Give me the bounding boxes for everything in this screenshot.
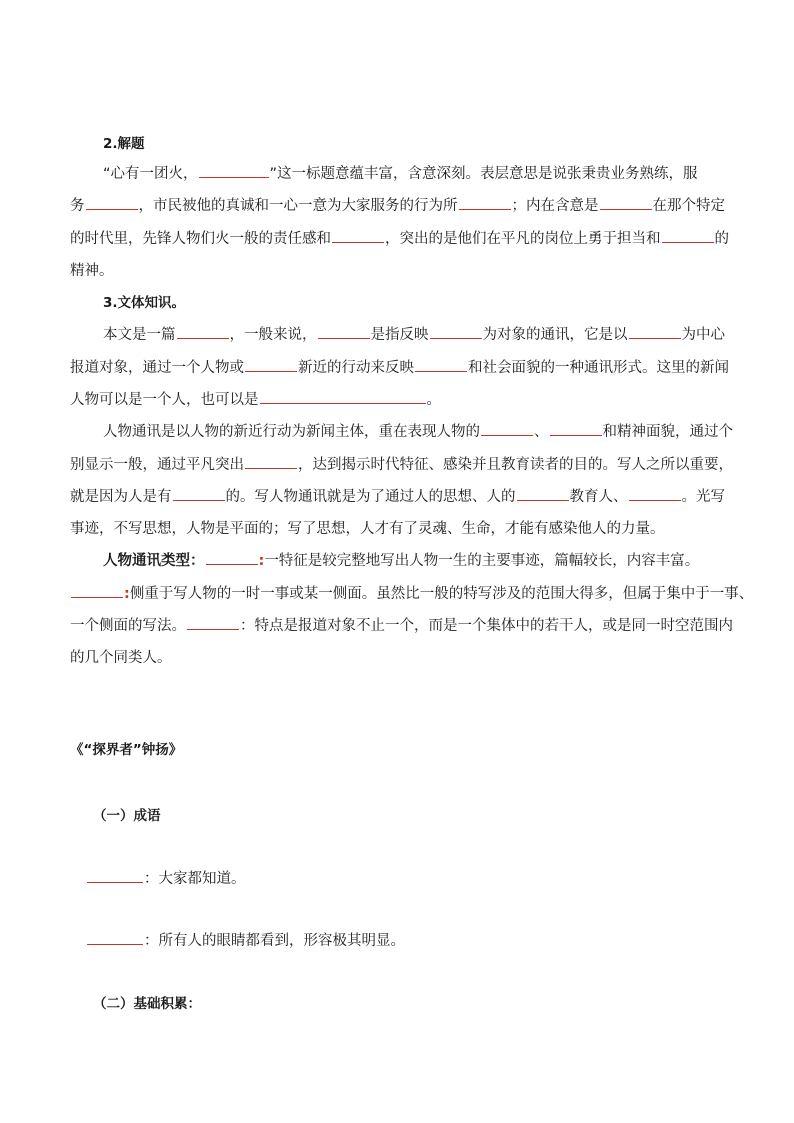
text: 务 [70,198,85,214]
paragraph-line: 的几个同类人。 [70,650,172,666]
paragraph-line [103,422,763,442]
text: 就是因为人是有 [70,489,172,505]
fill-blank[interactable] [481,422,533,436]
types-label: 人物通讯类型： [103,553,205,569]
text: 人物可以是一个人，也可以是 [70,392,259,408]
fill-blank[interactable] [245,455,297,469]
fill-blank[interactable] [318,325,370,339]
fill-blank[interactable] [173,487,225,501]
text: 报道对象，通过一个人物或 [70,360,244,376]
fill-blank[interactable] [177,325,229,339]
paragraph-line [70,358,730,378]
fill-blank[interactable] [430,325,482,339]
text: ，市民被他的真诚和一心一意为大家服务的行为所 [138,198,458,214]
idiom-line [86,931,746,951]
text: 一特征是较完整地写出人物一生的主要事迹，篇幅较长，内容丰富。 [264,553,700,569]
text: ；内在含意是 [511,198,599,214]
paragraph-line: 事迹，不写思想，人物是平面的；写了思想，人才有了灵魂、生命，才能有感染他人的力量。 [70,521,665,537]
text: 和社会面貌的一种通讯形式。这里的新闻 [468,360,729,376]
text: ：大家都知道。 [144,871,246,887]
paragraph-line [70,455,733,475]
text: 人物通讯是以人物的新近行动为新闻主体，重在表现人物的 [103,424,480,440]
paragraph-line: 精神。 [70,263,114,279]
text: 为对象的通讯，它是以 [482,327,628,343]
paragraph-line [70,196,730,216]
paragraph-line [103,551,763,571]
subsection-title: （二）基础积累： [93,996,201,1012]
fill-blank[interactable] [600,196,652,210]
text: ，一般来说， [229,327,317,343]
text: ：特点是报道对象不止一个，而是一个集体中的若干人，或是同一时空范围内 [240,618,733,634]
paragraph-line [103,164,763,184]
colon: : [258,553,265,569]
text: 别显示一般，通过平凡突出 [70,457,244,473]
fill-blank[interactable] [187,616,239,630]
fill-blank[interactable] [332,229,384,243]
fill-blank[interactable] [87,869,143,883]
colon: : [124,586,130,602]
text: 的。写人物通讯就是为了通过人的思想、人的 [225,489,516,505]
paragraph-line [70,487,730,507]
text: ，突出的是他们在平凡的岗位上勇于担当和 [385,231,661,247]
fill-blank[interactable] [206,551,258,565]
text: 教育人、 [569,489,628,505]
text: 在那个特定 [652,198,725,214]
fill-blank[interactable] [629,487,681,501]
text: 和精神面貌，通过个 [602,424,733,440]
fill-blank[interactable] [517,487,569,501]
text: 本文是一篇 [103,327,176,343]
fill-blank[interactable] [459,196,511,210]
text: 的 [714,231,729,247]
fill-blank[interactable] [415,358,467,372]
text: 侧重于写人物的一时一事或某一侧面。虽然比一般的特写涉及的范围大得多，但属于集中于一事、 [129,586,754,602]
fill-blank[interactable] [86,196,138,210]
paragraph-line [70,390,730,410]
text: ”这一标题意蕴丰富，含意深刻。表层意思是说张秉贵业务熟练，服 [269,166,698,182]
text: ，达到揭示时代特征、感染并且教育读者的目的。写人之所以重要， [298,457,733,473]
section-2-title: 2.解题 [103,136,145,152]
text: 为中心 [681,327,725,343]
paragraph-line [70,616,733,636]
text: ：所有人的眼睛都看到，形容极其明显。 [144,933,405,949]
fill-blank[interactable] [550,422,602,436]
text: 。 [426,392,441,408]
paragraph-line [103,325,763,345]
paragraph-line [70,584,754,604]
text: 的时代里，先锋人物们火一般的责任感和 [70,231,331,247]
section-3-title: 3.文体知识。 [103,295,186,311]
fill-blank[interactable] [260,390,426,404]
fill-blank[interactable] [87,931,143,945]
text: “心有一团火， [103,166,198,182]
subsection-title: （一）成语 [93,808,161,824]
fill-blank[interactable] [199,164,269,178]
text: 。光写 [681,489,725,505]
paragraph-line [70,229,730,249]
text: 、 [534,424,549,440]
text: 一个侧面的写法。 [70,618,186,634]
fill-blank[interactable] [71,584,123,598]
fill-blank[interactable] [662,229,714,243]
fill-blank[interactable] [629,325,681,339]
text: 是指反映 [370,327,429,343]
article-title: 《“探界者”钟扬》 [70,742,183,758]
text: 新近的行动来反映 [298,360,414,376]
idiom-line [86,869,746,889]
fill-blank[interactable] [245,358,297,372]
